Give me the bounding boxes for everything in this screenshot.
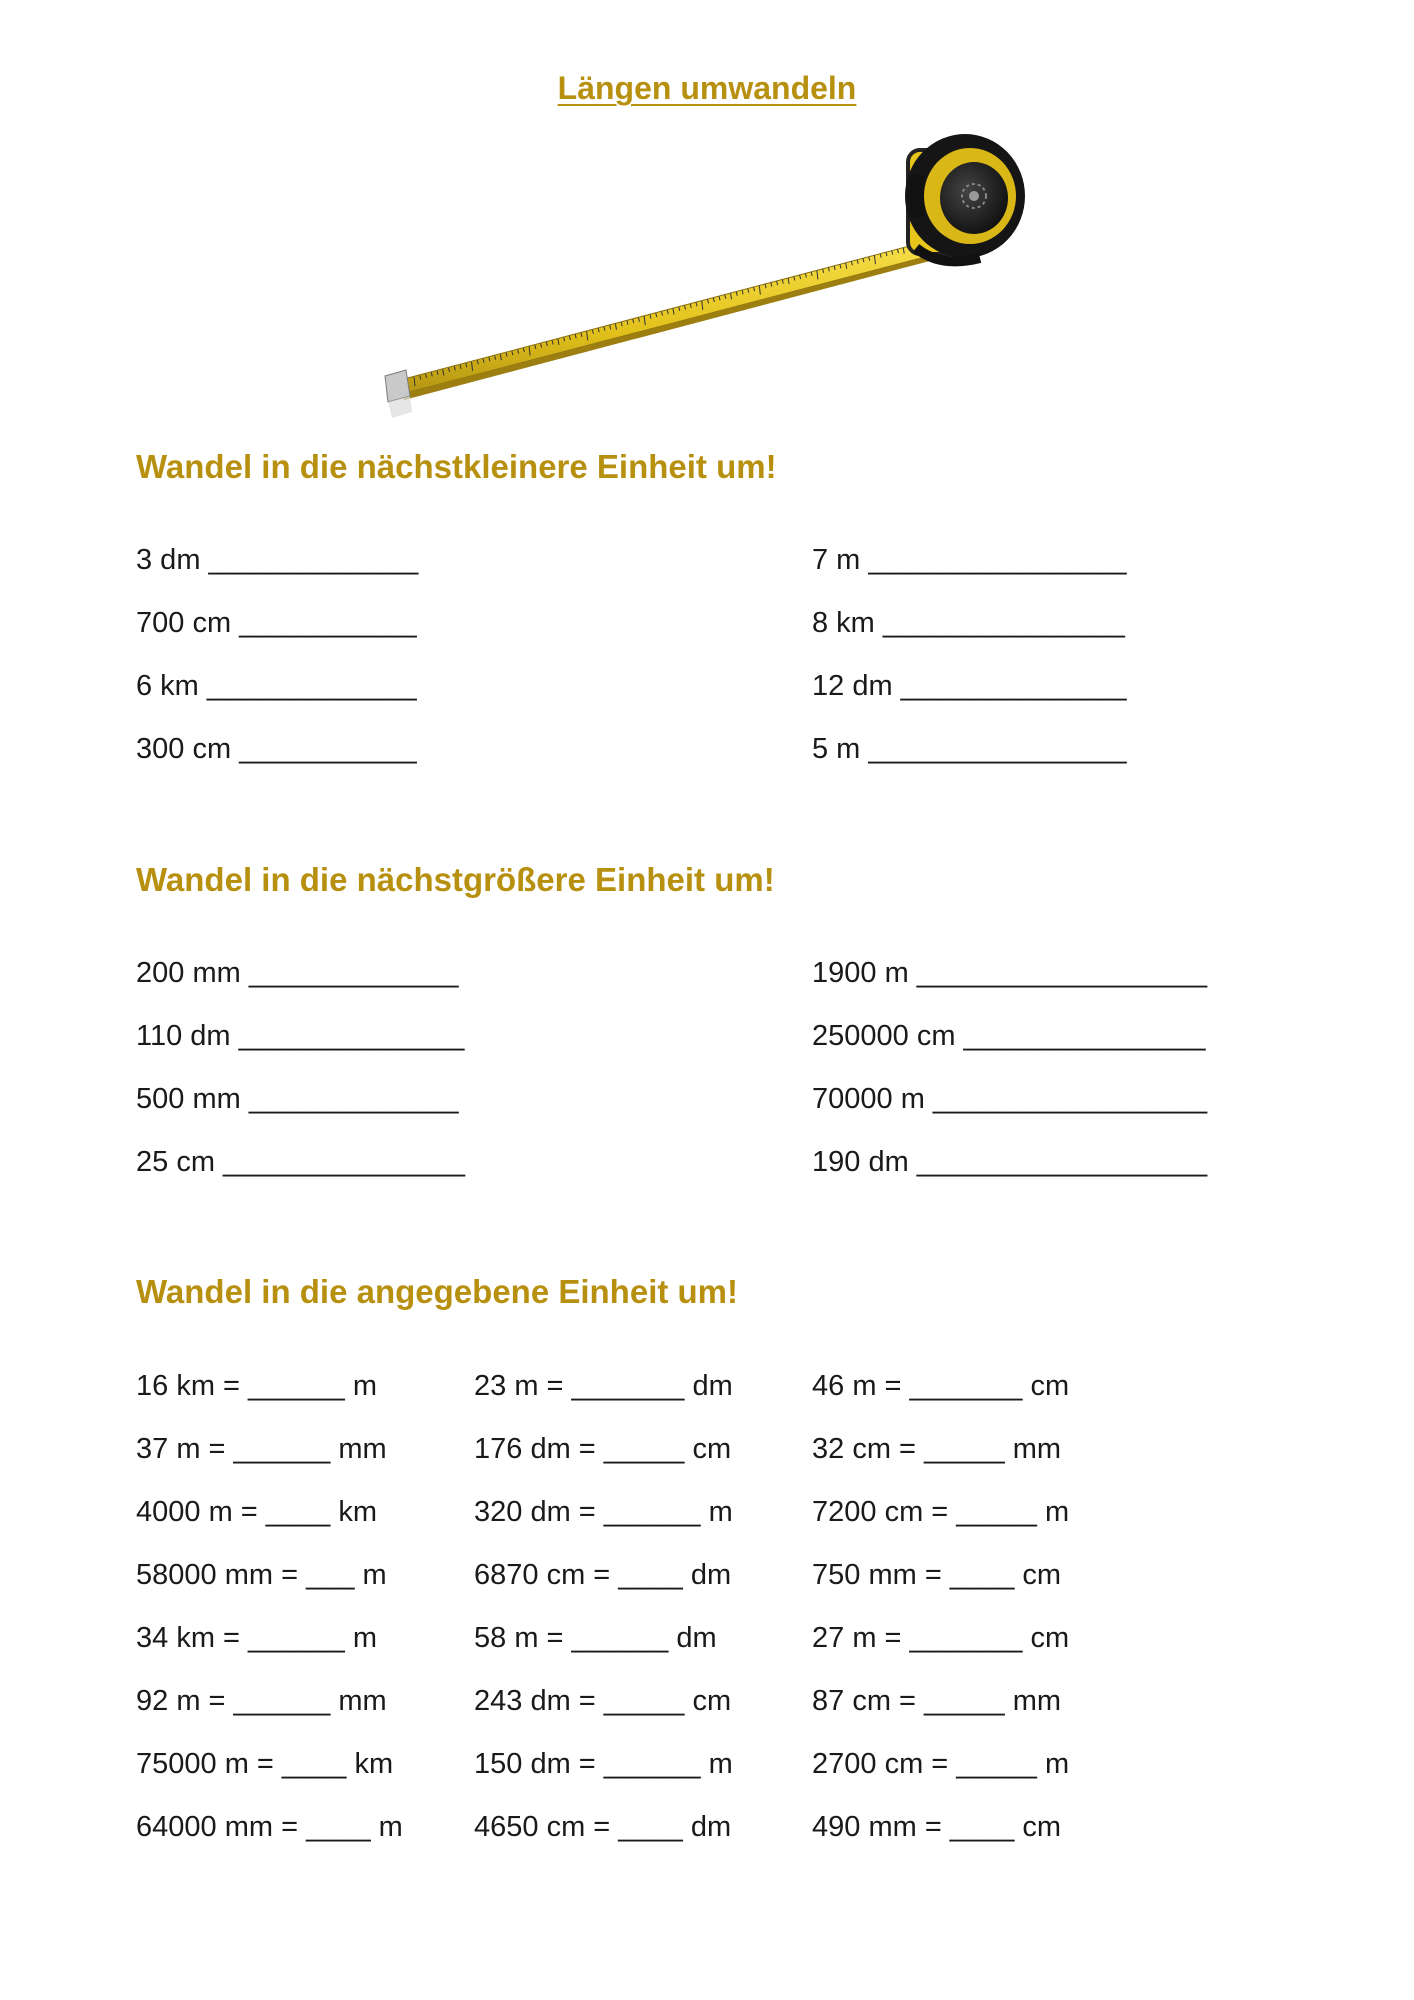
section-heading-given-unit: Wandel in die angegebene Einheit um! xyxy=(136,1273,739,1310)
exercise-item: 7200 cm = _____ m xyxy=(812,1496,1070,1528)
exercise-item: 23 m = _______ dm xyxy=(474,1370,733,1402)
exercise-item: 46 m = _______ cm xyxy=(812,1370,1070,1402)
exercise-item: 34 km = ______ m xyxy=(136,1622,378,1654)
section-heading-larger-unit: Wandel in die nächstgrößere Einheit um! xyxy=(136,861,775,898)
exercise-item: 58 m = ______ dm xyxy=(474,1622,717,1654)
page-title xyxy=(0,70,1414,107)
exercise-item: 490 mm = ____ cm xyxy=(812,1811,1062,1843)
exercise-item: 64000 mm = ____ m xyxy=(136,1811,403,1843)
exercise-item: 700 cm ___________ xyxy=(136,607,417,639)
page-title-text: Längen umwandeln xyxy=(557,70,857,106)
exercise-item: 250000 cm _______________ xyxy=(812,1020,1206,1052)
exercise-item: 75000 m = ____ km xyxy=(136,1748,394,1780)
exercise-item: 320 dm = ______ m xyxy=(474,1496,733,1528)
exercise-item: 3 dm _____________ xyxy=(136,544,419,576)
exercise-item: 37 m = ______ mm xyxy=(136,1433,387,1465)
exercise-item: 300 cm ___________ xyxy=(136,733,417,765)
exercise-item: 110 dm ______________ xyxy=(136,1020,465,1052)
tape-case xyxy=(905,134,1025,261)
exercise-item: 190 dm __________________ xyxy=(812,1146,1208,1178)
exercise-item: 5 m ________________ xyxy=(812,733,1127,765)
exercise-item: 58000 mm = ___ m xyxy=(136,1559,387,1591)
exercise-item: 6 km _____________ xyxy=(136,670,417,702)
exercise-item: 243 dm = _____ cm xyxy=(474,1685,732,1717)
exercise-item: 16 km = ______ m xyxy=(136,1370,378,1402)
exercise-item: 6870 cm = ____ dm xyxy=(474,1559,732,1591)
exercise-item: 150 dm = ______ m xyxy=(474,1748,733,1780)
exercise-item: 70000 m _________________ xyxy=(812,1083,1208,1115)
exercise-item: 4650 cm = ____ dm xyxy=(474,1811,732,1843)
exercise-item: 2700 cm = _____ m xyxy=(812,1748,1070,1780)
exercise-item: 200 mm _____________ xyxy=(136,957,459,989)
exercise-item: 750 mm = ____ cm xyxy=(812,1559,1062,1591)
section-heading-smaller-unit: Wandel in die nächstkleinere Einheit um! xyxy=(136,448,777,485)
exercise-item: 92 m = ______ mm xyxy=(136,1685,387,1717)
tape-blade xyxy=(385,238,945,418)
exercise-item: 8 km _______________ xyxy=(812,607,1125,639)
exercise-item: 7 m ________________ xyxy=(812,544,1127,576)
exercise-item: 32 cm = _____ mm xyxy=(812,1433,1062,1465)
exercise-item: 87 cm = _____ mm xyxy=(812,1685,1062,1717)
exercise-item: 1900 m __________________ xyxy=(812,957,1208,989)
exercise-item: 27 m = _______ cm xyxy=(812,1622,1070,1654)
tape-measure-illustration xyxy=(380,130,1040,420)
exercise-item: 25 cm _______________ xyxy=(136,1146,465,1178)
exercise-item: 12 dm ______________ xyxy=(812,670,1127,702)
exercise-item: 4000 m = ____ km xyxy=(136,1496,378,1528)
exercise-item: 176 dm = _____ cm xyxy=(474,1433,732,1465)
exercise-item: 500 mm _____________ xyxy=(136,1083,459,1115)
